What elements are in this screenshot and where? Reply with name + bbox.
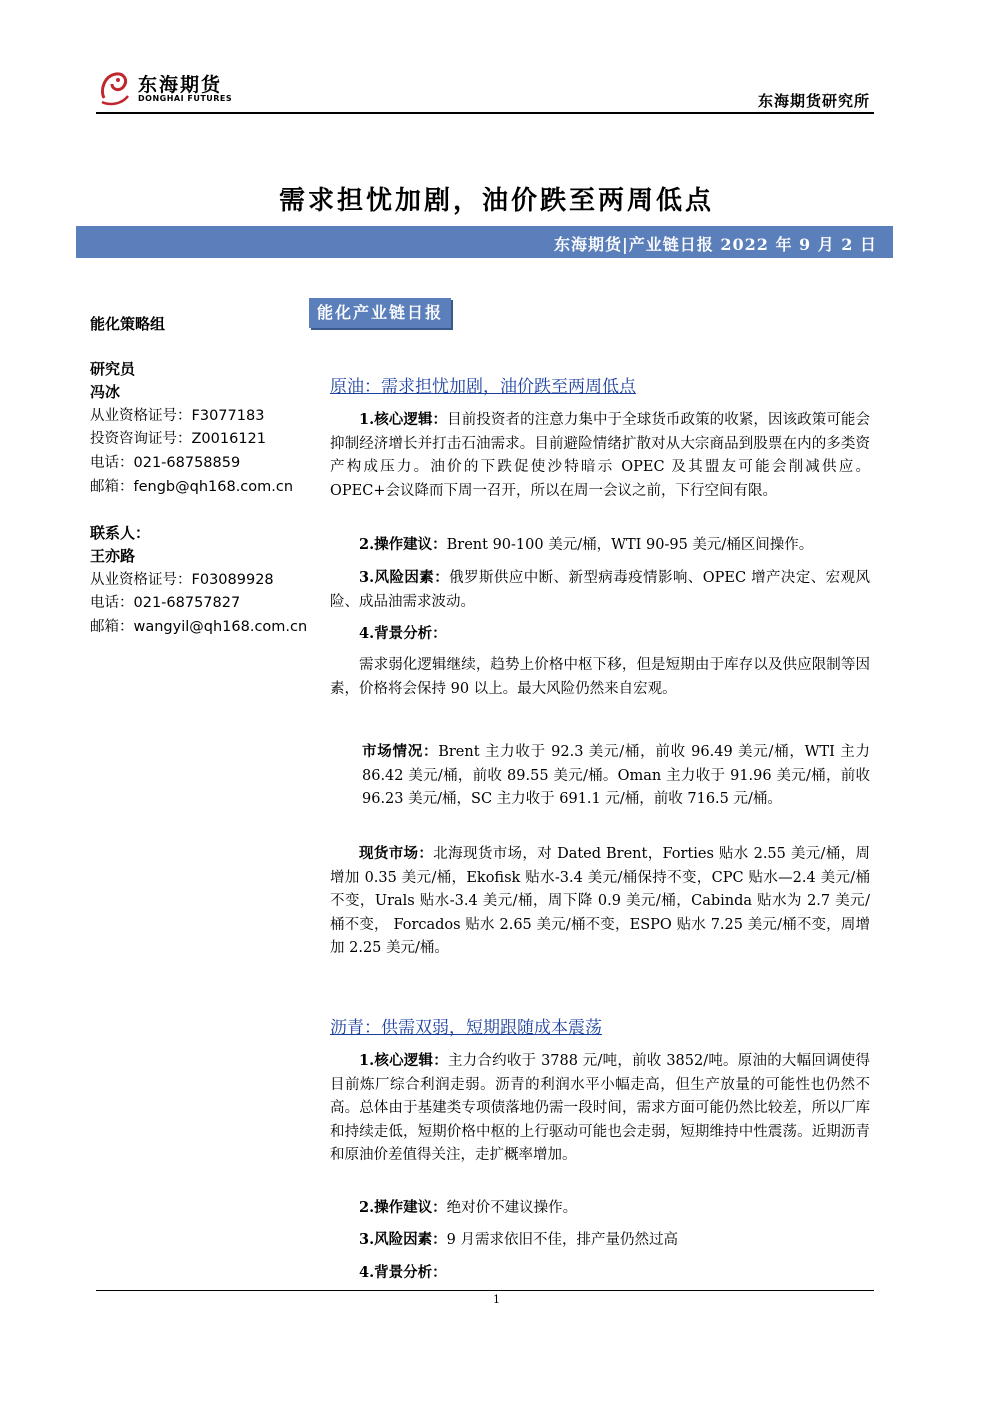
asphalt-advice-label: 2.操作建议：: [359, 1199, 447, 1216]
crude-spot-text: 北海现货市场，对 Dated Brent，Forties 贴水 2.55 美元/桶，周增加 0.35 美元/桶，Ekofisk 贴水-3.4 美元/桶保持不变，CPC 贴水—2.4 美元/桶不变，Urals 贴水-3.4 美元/桶，周下降 0.9 美元/桶，Cabinda 贴水为 2.7 美元/桶不变， Forcados 贴水 2.65 美元/桶不变，ESPO 贴水 7.25 美元/桶不变，周增加 2.25 美元/桶。: [330, 846, 870, 956]
crude-section-title[interactable]: 原油：需求担忧加剧，油价跌至两周低点: [330, 377, 636, 397]
crude-spot: [330, 842, 870, 961]
page-number: 1: [493, 1293, 500, 1306]
crude-market-label: 市场情况：: [362, 743, 439, 760]
asphalt-advice-text: 绝对价不建议操作。: [446, 1200, 578, 1216]
document-title: 需求担忧加剧，油价跌至两周低点: [278, 186, 714, 216]
analyst-phone: 电话：021-68758859: [90, 455, 241, 471]
crude-core-logic: [330, 408, 870, 503]
crude-background-label: 4.背景分析：: [359, 625, 447, 642]
analyst-name: 冯冰: [90, 383, 121, 401]
analyst-consult-license: 投资咨询证号：Z0016121: [90, 431, 267, 447]
contact-name: 王亦路: [90, 547, 136, 565]
asphalt-section-title[interactable]: 沥青：供需双弱，短期跟随成本震荡: [330, 1018, 602, 1038]
crude-risk: [330, 566, 870, 614]
analyst-license: 从业资格证号：F3077183: [90, 408, 265, 424]
analyst-role: 研究员: [90, 360, 136, 378]
asphalt-core-logic: [330, 1049, 870, 1168]
crude-core-logic-label: 1.核心逻辑：: [359, 411, 448, 428]
group-name: 能化策略组: [90, 315, 166, 333]
asphalt-risk-text: 9 月需求依旧不佳，排产量仍然过高: [446, 1232, 678, 1248]
asphalt-core-logic-text: 主力合约收于 3788 元/吨，前收 3852/吨。原油的大幅回调使得目前炼厂综合利润走弱。沥青的利润水平小幅走高，但生产放量的可能性也仍然不高。总体由于基建类专项债落地仍需一段时间，需求方面可能仍然比较差，所以厂库和持续走低，短期价格中枢的上行驱动可能也会走弱，短期维持中性震荡。近期沥青和原油价差值得关注，走扩概率增加。: [330, 1053, 871, 1163]
crude-background: [330, 622, 870, 647]
crude-advice-text: Brent 90-100 美元/桶，WTI 90-95 美元/桶区间操作。: [446, 537, 814, 553]
crude-spot-label: 现货市场：: [359, 845, 434, 862]
crude-market-text: Brent 主力收于 92.3 美元/桶，前收 96.49 美元/桶，WTI 主力 86.42 美元/桶，前收 89.55 美元/桶。Oman 主力收于 91.96 美元/桶，前收 96.23 美元/桶，SC 主力收于 691.1 元/桶，前收 716.5 元/桶。: [362, 744, 870, 807]
banner-text: 东海期货|产业链日报 2022 年 9 月 2 日: [553, 235, 877, 254]
contact-role: 联系人：: [90, 524, 151, 542]
analyst-email[interactable]: 邮箱：fengb@qh168.com.cn: [90, 479, 294, 495]
footer-divider: [96, 1290, 874, 1291]
crude-advice: [330, 533, 870, 558]
crude-risk-label: 3.风险因素：: [359, 569, 450, 586]
crude-background-text: 需求弱化逻辑继续，趋势上价格中枢下移，但是短期由于库存以及供应限制等因素，价格将会保持 90 以上。最大风险仍然来自宏观。: [330, 657, 870, 697]
contact-phone: 电话：021-68757827: [90, 595, 241, 611]
asphalt-core-logic-label: 1.核心逻辑：: [359, 1052, 448, 1069]
report-banner: [76, 226, 893, 258]
asphalt-risk-label: 3.风险因素：: [359, 1231, 447, 1248]
crude-market: [362, 740, 870, 812]
crude-advice-label: 2.操作建议：: [359, 536, 447, 553]
section-tag: 能化产业链日报: [309, 298, 451, 328]
asphalt-background-label: 4.背景分析：: [359, 1264, 447, 1281]
crude-core-logic-text: 目前投资者的注意力集中于全球货币政策的收紧，因该政策可能会抑制经济增长并打击石油需求。目前避险情绪扩散对从大宗商品到股票在内的多类资产构成压力。油价的下跌促使沙特暗示 OPEC 及其盟友可能会削减供应。OPEC+会议降而下周一召开，所以在周一会议之前，下行空间有限。: [330, 412, 871, 499]
asphalt-background: [330, 1261, 870, 1286]
contact-email[interactable]: 邮箱：wangyil@qh168.com.cn: [90, 619, 308, 635]
crude-risk-text: 俄罗斯供应中断、新型病毒疫情影响、OPEC 增产决定、宏观风险、成品油需求波动。: [330, 570, 870, 610]
logo-text-en: DONGHAI FUTURES: [138, 94, 233, 103]
asphalt-risk: [330, 1228, 870, 1253]
asphalt-advice: [330, 1196, 870, 1221]
company-logo: [98, 68, 233, 108]
org-name: 东海期货研究所: [757, 92, 870, 110]
logo-text-cn: 东海期货: [138, 74, 223, 96]
contact-license: 从业资格证号：F03089928: [90, 572, 274, 588]
header-divider: [96, 112, 874, 114]
